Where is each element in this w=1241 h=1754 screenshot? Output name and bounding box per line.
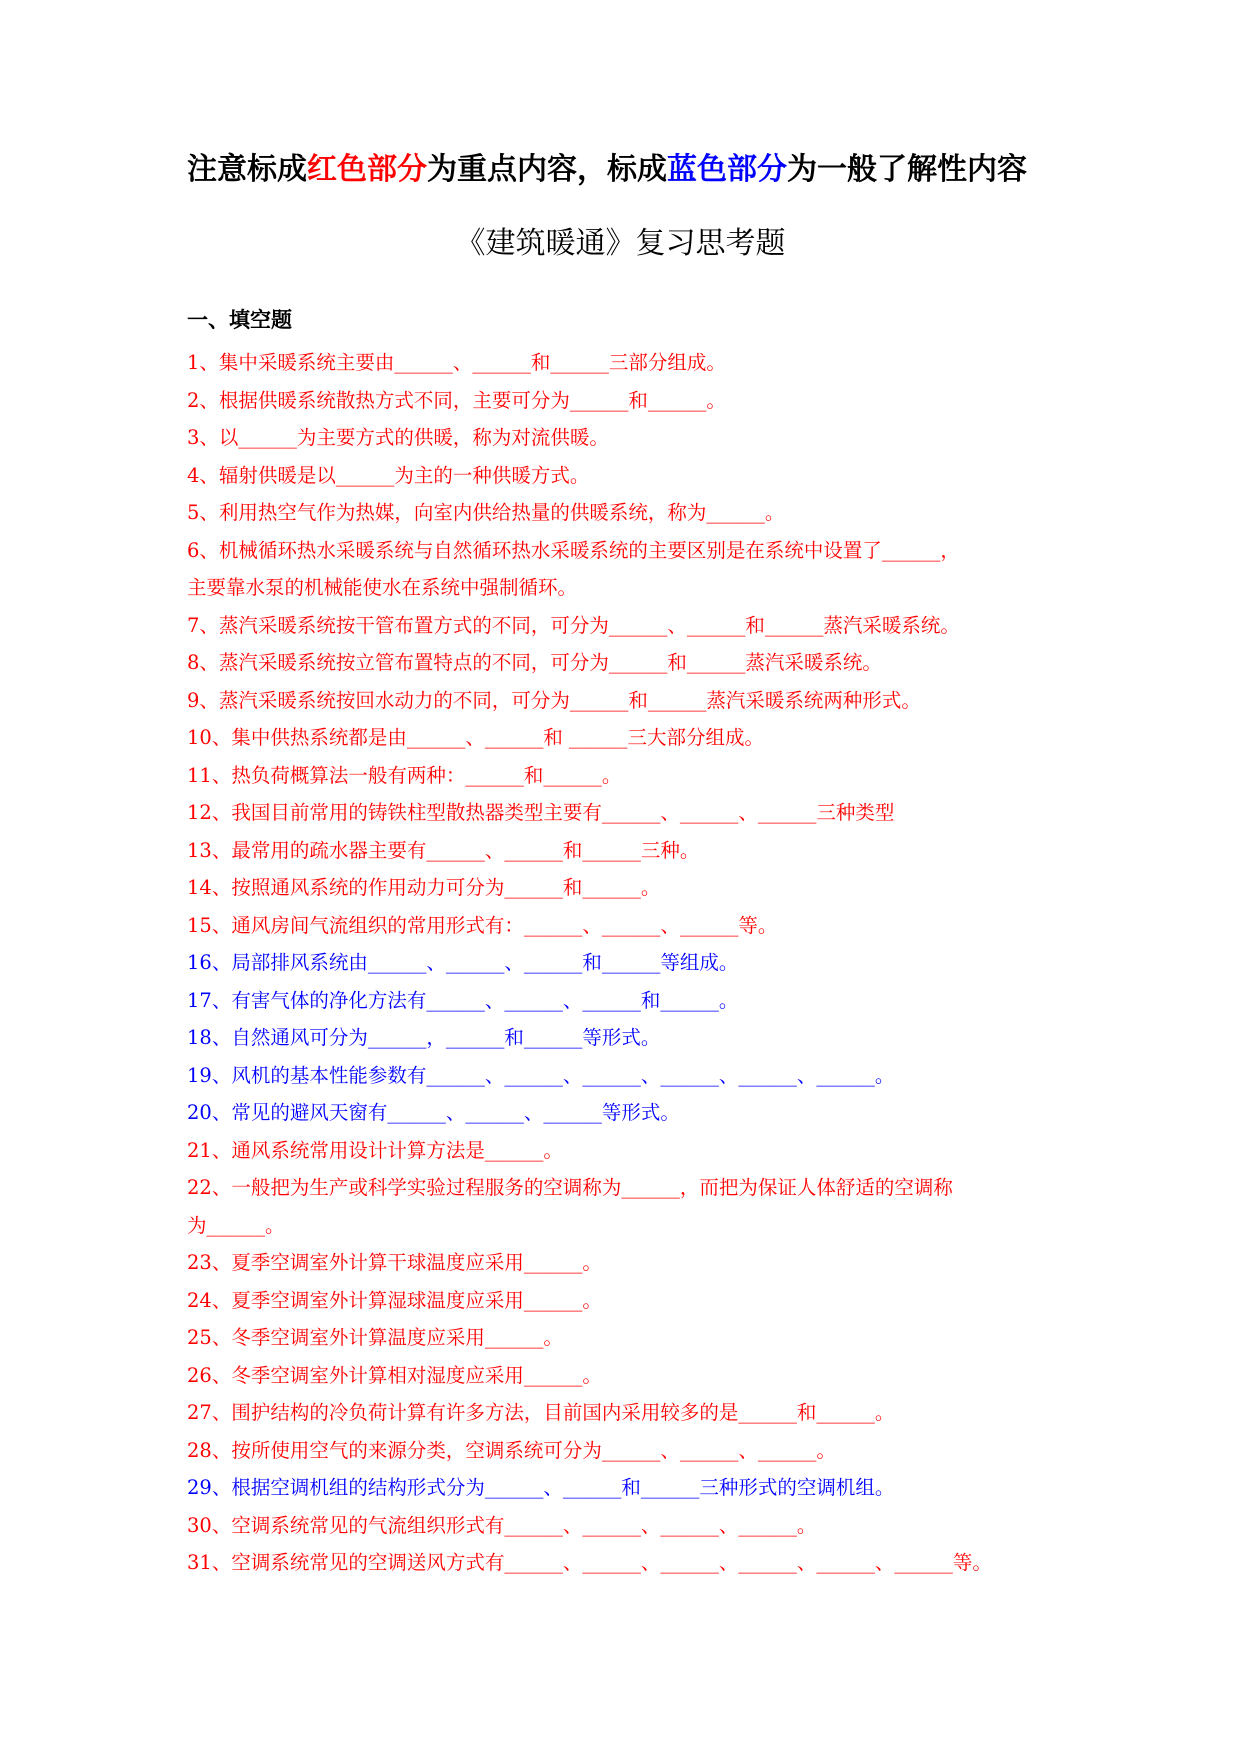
- question-item: [187, 944, 1087, 982]
- question-item: [187, 794, 1087, 832]
- question-item: [187, 1244, 1087, 1282]
- question-item: [187, 869, 1087, 907]
- question-text: 17、有害气体的净化方法有______、______、______和______。: [187, 988, 739, 1012]
- question-item: [187, 1469, 1087, 1507]
- question-text: 22、一般把为生产或科学实验过程服务的空调称为______，而把为保证人体舒适的空调称: [187, 1176, 953, 1199]
- question-item: [187, 1507, 1087, 1545]
- section-heading: 一、填空题: [187, 308, 292, 332]
- question-item: [187, 344, 1087, 382]
- question-text: 1、集中采暖系统主要由______、______和______三部分组成。: [187, 351, 726, 374]
- question-item: [187, 757, 1087, 795]
- question-item: [187, 1019, 1087, 1057]
- question-text: 12、我国目前常用的铸铁柱型散热器类型主要有______、______、______三种类型: [187, 801, 895, 824]
- question-text: 14、按照通风系统的作用动力可分为______和______。: [187, 876, 661, 899]
- question-item: [187, 719, 1087, 757]
- notice-text-3: 为一般了解性内容: [787, 152, 1027, 187]
- question-text: 20、常见的避风天窗有______、______、______等形式。: [187, 1101, 680, 1124]
- question-item: [187, 1132, 1087, 1170]
- question-text: 15、通风房间气流组织的常用形式有：______、______、______等。: [187, 913, 778, 937]
- notice-blue-label: 蓝色部分: [667, 152, 787, 187]
- question-item: [187, 1319, 1087, 1357]
- question-text: 28、按所使用空气的来源分类，空调系统可分为______、______、______。: [187, 1438, 836, 1462]
- question-item: [187, 1432, 1087, 1470]
- question-text: 9、蒸汽采暖系统按回水动力的不同，可分为______和______蒸汽采暖系统两种形式。: [187, 688, 921, 712]
- question-text: 10、集中供热系统都是由______、______和 ______三大部分组成。: [187, 726, 765, 749]
- notice-text-2: 为重点内容，标成: [427, 152, 667, 187]
- question-item: [187, 1357, 1087, 1395]
- question-text-continued: 主要靠水泵的机械能使水在系统中强制循环。: [187, 576, 578, 599]
- question-item: [187, 982, 1087, 1020]
- question-item: [187, 382, 1087, 420]
- question-text: 13、最常用的疏水器主要有______、______和______三种。: [187, 838, 700, 862]
- question-text-continued: 为______。: [187, 1213, 285, 1237]
- question-text: 8、蒸汽采暖系统按立管布置特点的不同，可分为______和______蒸汽采暖系统。: [187, 651, 882, 674]
- question-text: 30、空调系统常见的气流组织形式有______、______、______、______。: [187, 1513, 817, 1537]
- question-item: [187, 907, 1087, 945]
- question-item: [187, 1057, 1087, 1095]
- question-item: [187, 644, 1087, 682]
- question-item: [187, 832, 1087, 870]
- question-item: [187, 607, 1087, 645]
- question-text: 6、机械循环热水采暖系统与自然循环热水采暖系统的主要区别是在系统中设置了______，: [187, 538, 960, 562]
- question-item: [187, 457, 1087, 495]
- question-text: 2、根据供暖系统散热方式不同，主要可分为______和______。: [187, 388, 726, 412]
- question-text: 21、通风系统常用设计计算方法是______。: [187, 1138, 563, 1162]
- question-text: 18、自然通风可分为______，______和______等形式。: [187, 1026, 661, 1049]
- question-text: 24、夏季空调室外计算湿球温度应采用______。: [187, 1288, 602, 1312]
- notice-red-label: 红色部分: [307, 152, 427, 187]
- question-item: [187, 1094, 1087, 1132]
- question-text: 3、以______为主要方式的供暖，称为对流供暖。: [187, 426, 609, 449]
- question-text: 31、空调系统常见的空调送风方式有______、______、______、______、______、______等。: [187, 1551, 992, 1574]
- question-text: 19、风机的基本性能参数有______、______、______、______、______、______。: [187, 1063, 895, 1087]
- question-item: [187, 1394, 1087, 1432]
- question-text: 16、局部排风系统由______、______、______和______等组成。: [187, 951, 739, 974]
- question-text: 4、辐射供暖是以______为主的一种供暖方式。: [187, 463, 590, 487]
- question-text: 25、冬季空调室外计算温度应采用______。: [187, 1326, 563, 1349]
- question-text: 5、利用热空气作为热媒，向室内供给热量的供暖系统，称为______。: [187, 501, 785, 524]
- question-text: 26、冬季空调室外计算相对湿度应采用______。: [187, 1363, 602, 1387]
- question-item: [187, 1544, 1087, 1582]
- question-text: 29、根据空调机组的结构形式分为______、______和______三种形式的空调机组。: [187, 1476, 895, 1499]
- question-list: [187, 344, 1087, 1582]
- question-text: 7、蒸汽采暖系统按干管布置方式的不同，可分为______、______和______蒸汽采暖系统。: [187, 613, 960, 637]
- question-text: 27、围护结构的冷负荷计算有许多方法，目前国内采用较多的是______和______。: [187, 1401, 895, 1424]
- question-item: [187, 532, 1087, 607]
- notice-text-1: 注意标成: [187, 152, 307, 187]
- question-text: 11、热负荷概算法一般有两种：______和______。: [187, 763, 622, 787]
- question-text: 23、夏季空调室外计算干球温度应采用______。: [187, 1251, 602, 1274]
- question-item: [187, 1169, 1087, 1244]
- question-item: [187, 682, 1087, 720]
- question-item: [187, 1282, 1087, 1320]
- color-legend-notice: [187, 148, 1067, 192]
- document-title: 《建筑暖通》复习思考题: [455, 226, 786, 261]
- question-item: [187, 419, 1087, 457]
- question-item: [187, 494, 1087, 532]
